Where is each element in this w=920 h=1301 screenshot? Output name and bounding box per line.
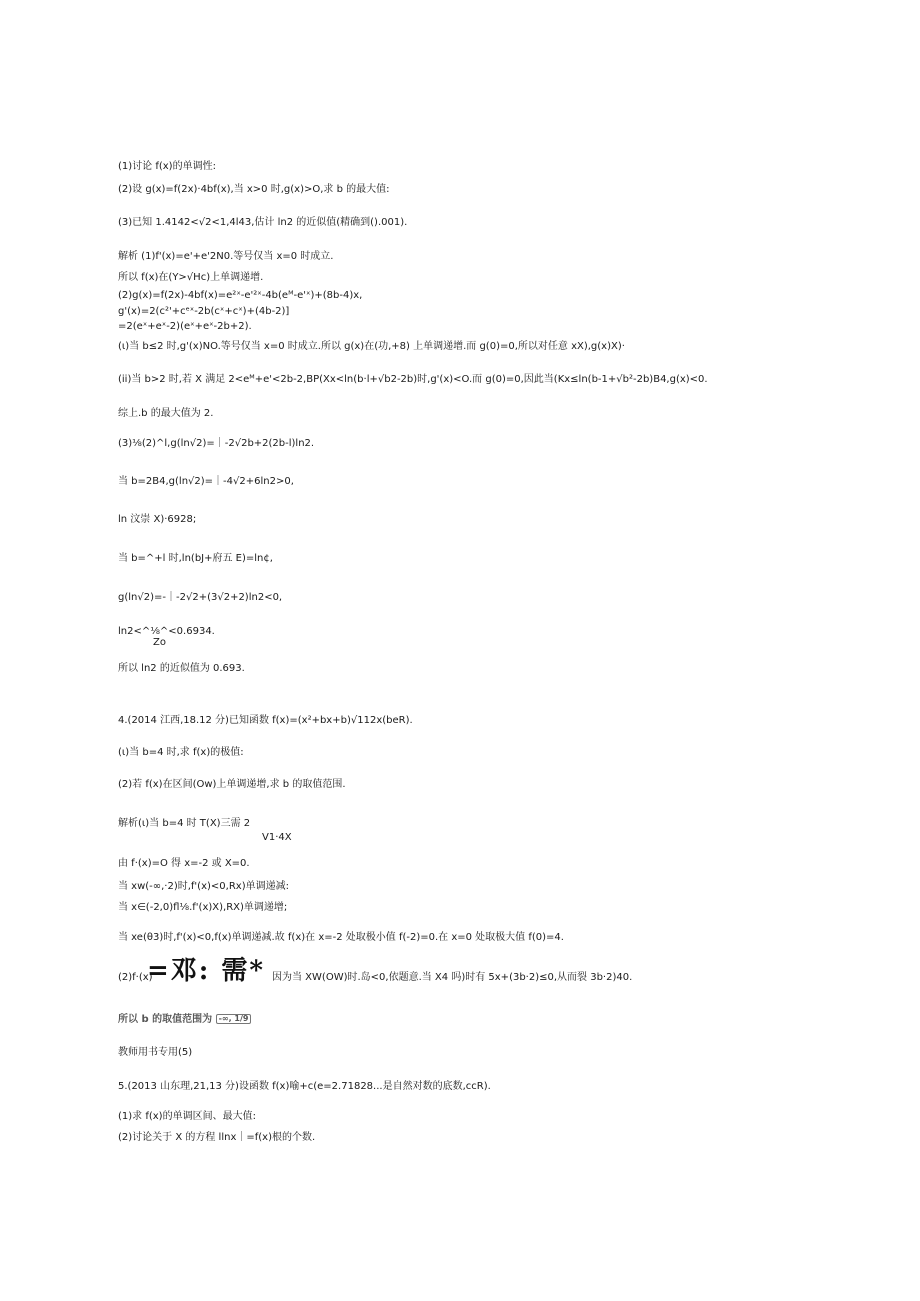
text-line: 所以 ln2 的近似值为 0.693. bbox=[118, 663, 245, 674]
text-line: 当 xw(-∞,·2)时,f'(x)<0,Rx)单调递减: bbox=[118, 881, 289, 892]
text-line: (2)若 f(x)在区间(Ow)上单调递增,求 b 的取值范围. bbox=[118, 779, 346, 790]
text-line: (1)讨论 f(x)的单调性: bbox=[118, 161, 216, 172]
text-line: 当 b=^+l 时,ln(bJ+府五 E)=ln¢, bbox=[118, 553, 273, 564]
text-line: (2)f·(x) bbox=[118, 972, 153, 983]
text-line: ln 汶崇 X)·6928; bbox=[118, 514, 197, 525]
text-line: 因为当 XW(OW)时.岛<0,依题意.当 X4 吗)时有 5x+(3b·2)≤0,从而裂 3b·2)40. bbox=[272, 972, 633, 983]
text-line: 4.(2014 江西,18.12 分)已知函数 f(x)=(x²+bx+b)√112x(beR). bbox=[118, 715, 413, 726]
text-line: (ii)当 b>2 时,若 X 满足 2<eᴹ+e'<2b-2,BP(Xx<ln(b·l+√b2-2b)时,g'(x)<O.而 g(0)=0,因此当(Kx≤ln(b-1+√b²-2b)B4,g(x)<0. bbox=[118, 374, 708, 385]
answer-text: 所以 b 的取值范围为 bbox=[118, 1014, 213, 1025]
text-line: 当 x∈(-2,0)fl⅛.f'(x)X),RX)单调递增; bbox=[118, 902, 288, 913]
text-line: 综上.b 的最大值为 2. bbox=[118, 408, 214, 419]
text-line: (2)设 g(x)=f(2x)·4bf(x),当 x>0 时,g(x)>O,求 b 的最大值: bbox=[118, 184, 390, 195]
text-line: ln2<^⅛^<0.6934. bbox=[118, 626, 215, 637]
text-line: 当 xe(θ3)时,f'(x)<0,f(x)单调递减.故 f(x)在 x=-2 处取极小值 f(-2)=0.在 x=0 处取极大值 f(0)=4. bbox=[118, 932, 564, 943]
garbled-formula: =邓: 需* bbox=[147, 956, 266, 986]
text-line: (3)已知 1.4142<√2<1,4l43,估计 ln2 的近似值(精确到().001). bbox=[118, 217, 408, 228]
text-line: (ι)当 b≤2 时,g'(x)NO.等号仅当 x=0 时成立.所以 g(x)在(功,+8) 上单调递增.而 g(0)=0,所以对任意 xX),g(x)X)· bbox=[118, 341, 625, 352]
text-line: 所以 f(x)在(Y>√Hc)上单调递增. bbox=[118, 272, 264, 283]
interval-formula: -∞, 1/9 bbox=[216, 1014, 252, 1024]
text-line: 解析 (1)f'(x)=e'+e'2N0.等号仅当 x=0 时成立. bbox=[118, 251, 334, 262]
text-line: 当 b=2B4,g(ln√2)=｜-4√2+6ln2>0, bbox=[118, 476, 294, 487]
formula-subscript: Zo bbox=[153, 637, 166, 648]
text-line: 由 f·(x)=O 得 x=-2 或 X=0. bbox=[118, 858, 250, 869]
text-line: (3)⅛(2)^l,g(ln√2)=｜-2√2b+2(2b-l)ln2. bbox=[118, 438, 315, 449]
text-line: (2)g(x)=f(2x)-4bf(x)=e²ˣ-e'²ˣ-4b(eᴹ-e'ˣ)+(8b-4)x, bbox=[118, 290, 363, 301]
formula-denominator: V1·4X bbox=[262, 832, 292, 843]
section-label: 教师用书专用(5) bbox=[118, 1047, 193, 1058]
text-line bbox=[118, 1013, 251, 1026]
text-line: (2)讨论关于 X 的方程 llnx｜=f(x)根的个数. bbox=[118, 1132, 316, 1143]
text-line: 5.(2013 山东理,21,13 分)设函数 f(x)喻+c(e=2.71828...是自然对数的底数,ccR). bbox=[118, 1081, 491, 1092]
text-line: 解析(ι)当 b=4 时 T(X)三需 2 bbox=[118, 818, 251, 829]
text-line: (ι)当 b=4 时,求 f(x)的极值: bbox=[118, 747, 244, 758]
text-line: (1)求 f(x)的单调区间、最大值: bbox=[118, 1111, 256, 1122]
text-line: g'(x)=2(c²'+cᵉˣ-2b(cˣ+cˣ)+(4b-2)] bbox=[118, 306, 290, 317]
text-line: =2(eˣ+eˣ-2)(eˣ+eˣ-2b+2). bbox=[118, 321, 252, 332]
text-line: g(ln√2)=-｜-2√2+(3√2+2)ln2<0, bbox=[118, 592, 283, 603]
